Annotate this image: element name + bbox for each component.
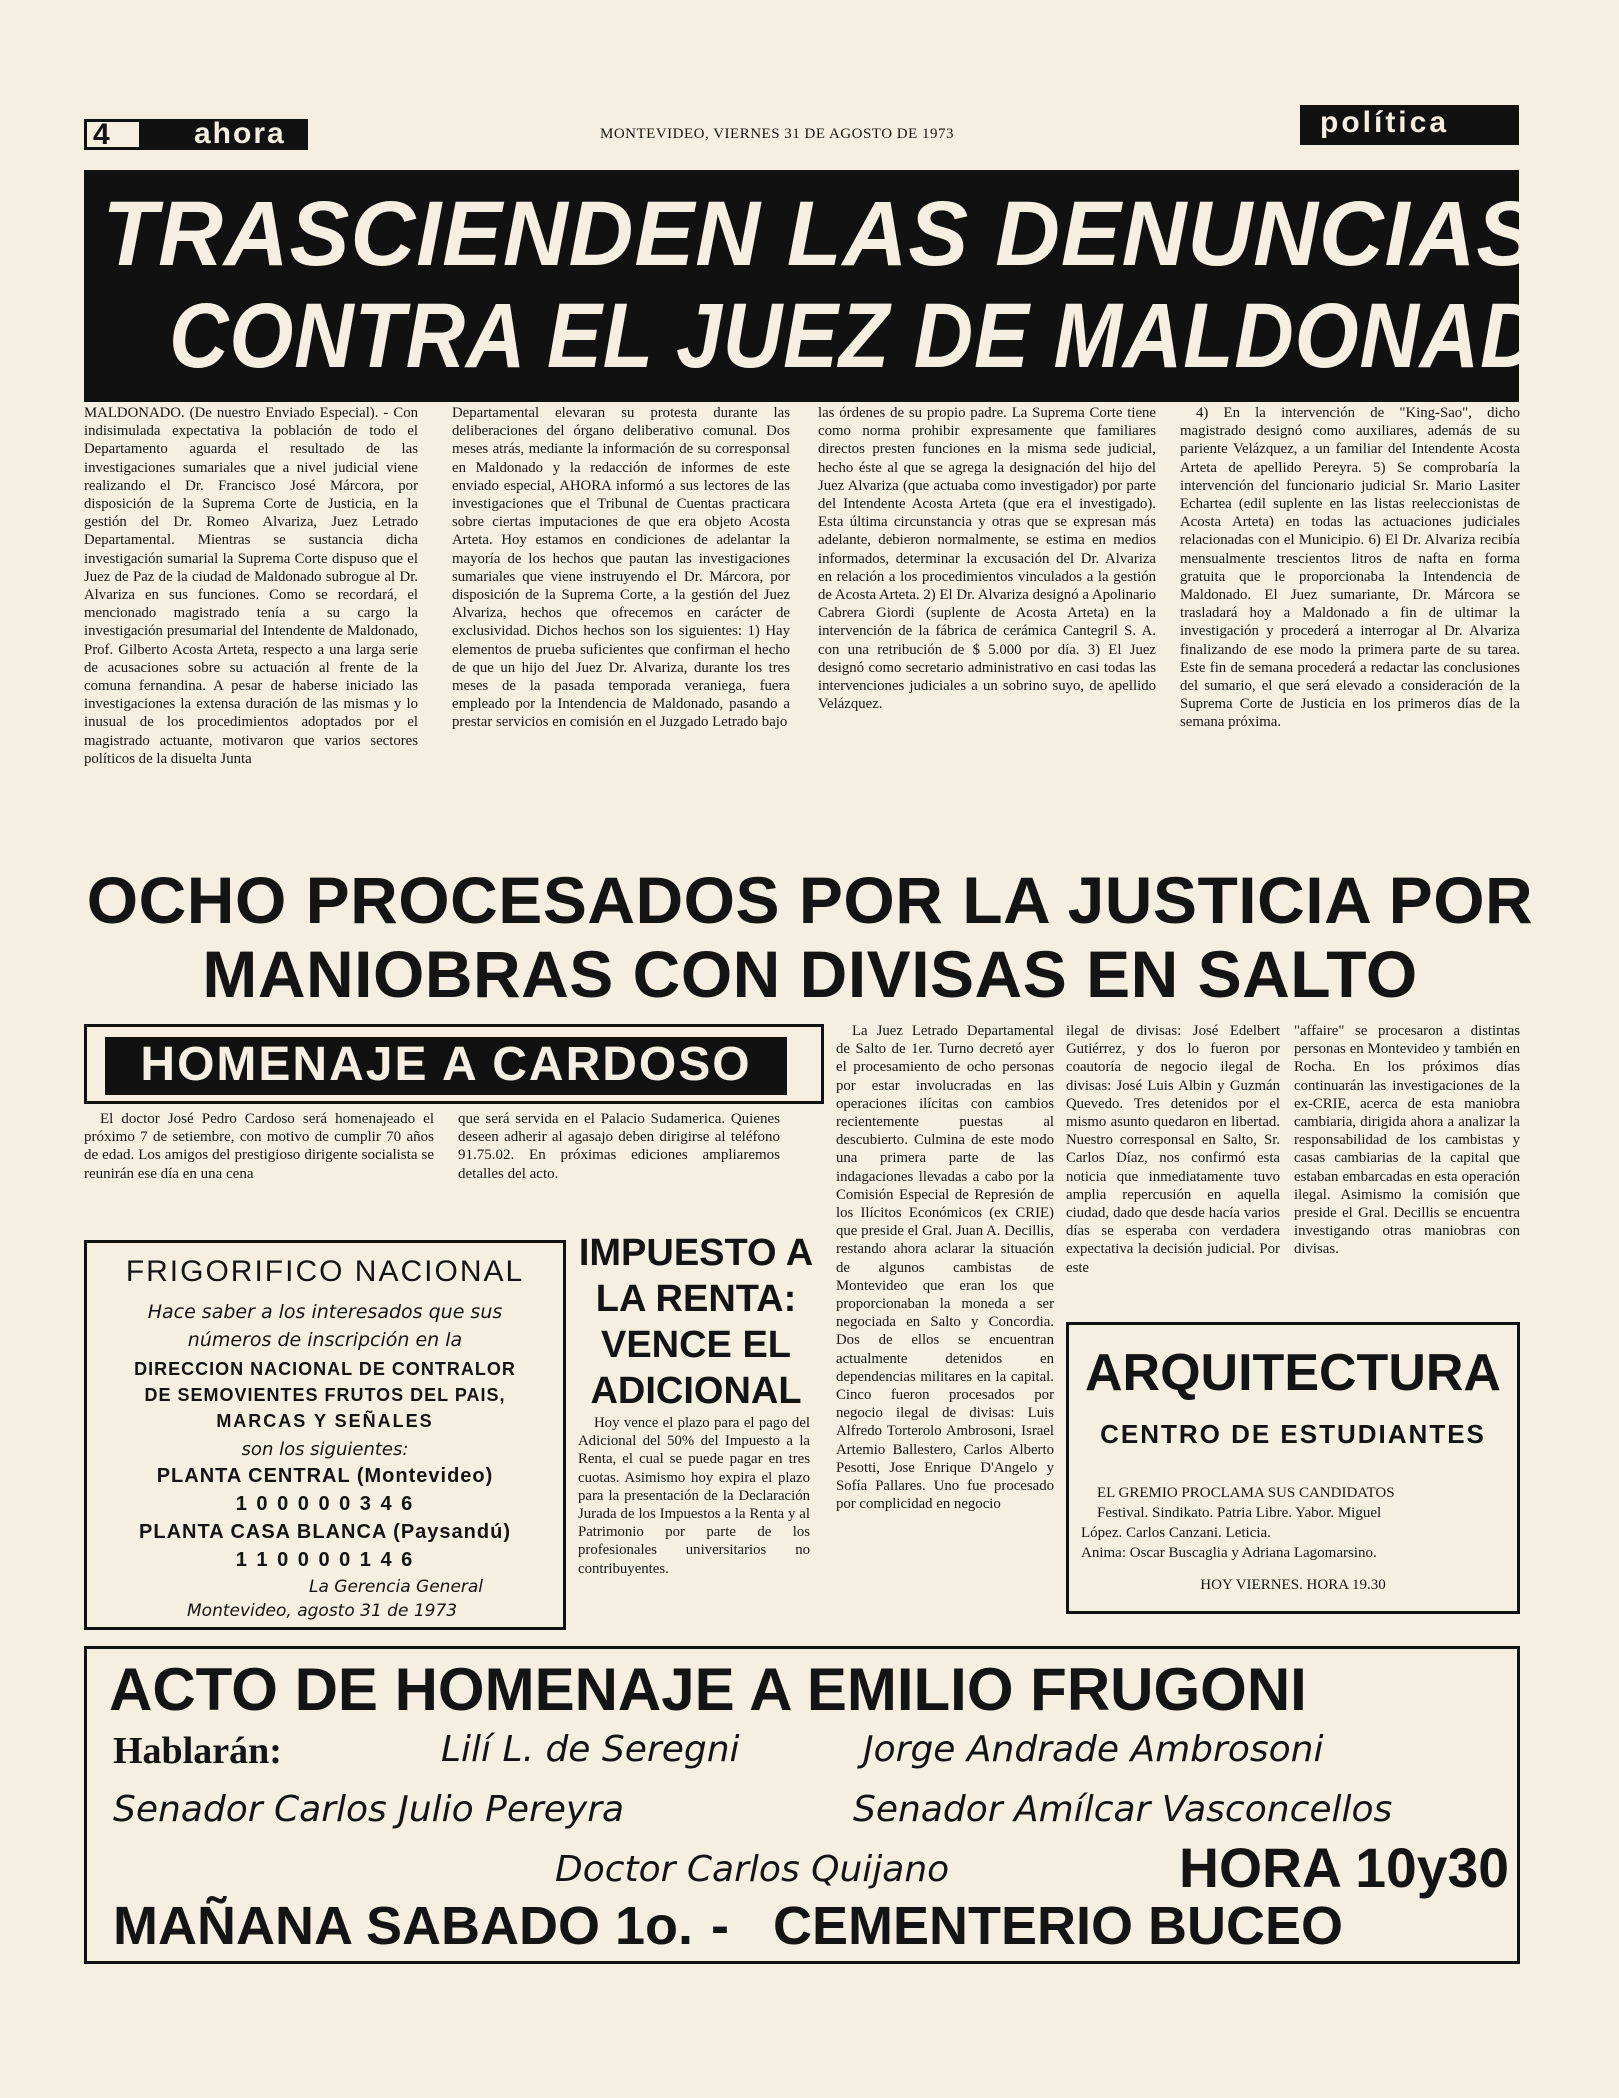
dateline: MONTEVIDEO, VIERNES 31 DE AGOSTO DE 1973 — [600, 126, 955, 142]
arquitectura-time: HOY VIERNES. HORA 19.30 — [1200, 1577, 1386, 1593]
frugoni-speaker-4: Senador Amílcar Vasconcellos — [853, 1789, 1393, 1830]
salto-column-1 — [836, 1022, 1054, 1622]
frugoni-speaker-3: Senador Carlos Julio Pereyra — [113, 1789, 625, 1830]
lead-column-2-text: Departamental elevaran su protesta durante las deliberaciones del órgano deliberativo comunal. Dos meses atrás, mediante la información de su corresponsal en Maldonado y la redacción de informes de este enviado especial, AHORA informó a sus lectores de las investigaciones que el Tribunal de Cuentas practicara sobre ciertas imputaciones de que era objeto Acosta Arteta. Hoy estamos en condiciones de adelantar la mayoría de los hechos que pautan las investigaciones sumariales que viene instruyendo el Dr. Márcora, por disposición de la Suprema Corte, a la gestión del Juez Alvariza, hechos que ofrecemos en carácter de exclusividad. Dichos hechos son los siguientes: 1) Hay elementos de prueba suficientes que confirman el hecho de que un hijo del Juez Dr. Alvariza, durante los tres meses de la pasada temporada veraniega, fuera empleado por la Intendencia de Maldonado, pasando a prestar servicios en comisión en el Juzgado Letrado bajo — [452, 405, 790, 731]
arquitectura-title: ARQUITECTURA — [1085, 1344, 1501, 1402]
frugoni-title: ACTO DE HOMENAJE A EMILIO FRUGONI — [109, 1656, 1307, 1723]
impuesto-head-1: IMPUESTO A — [578, 1232, 814, 1274]
frugoni-ad — [84, 1646, 1520, 1964]
paper-name-box — [142, 119, 308, 150]
salto-headline-line2: MANIOBRAS CON DIVISAS EN SALTO — [202, 937, 1418, 1011]
frigorifico-line10: 1 1 0 0 0 0 1 4 6 — [235, 1549, 415, 1571]
arquitectura-line2: Festival. Sindikato. Patria Libre. Yabor. Miguel — [1097, 1505, 1382, 1521]
cardoso-column-2-text: que será servida en el Palacio Sudamerica. Quienes deseen adherir al agasajo deben dirigirse al teléfono 91.75.02. En próximas ediciones ampliaremos detalles del acto. — [458, 1111, 780, 1182]
arquitectura-line3: López. Carlos Canzani. Leticia. — [1081, 1525, 1271, 1541]
cardoso-box — [84, 1024, 824, 1104]
frigorifico-line4: DE SEMOVIENTES FRUTOS DEL PAIS, — [144, 1385, 506, 1405]
frigorifico-line9: PLANTA CASA BLANCA (Paysandú) — [139, 1521, 511, 1543]
frugoni-when: MAÑANA SABADO 1o. — [113, 1896, 693, 1956]
lead-column-1 — [84, 404, 418, 850]
arquitectura-line4: Anima: Oscar Buscaglia y Adriana Lagomarsino. — [1081, 1545, 1377, 1561]
frugoni-where: CEMENTERIO BUCEO — [773, 1896, 1344, 1956]
cardoso-headline-banner — [105, 1037, 787, 1095]
salto-column-3 — [1294, 1022, 1520, 1312]
frigorifico-signature: La Gerencia General — [309, 1577, 484, 1597]
frigorifico-line1: Hace saber a los interesados que sus — [147, 1301, 503, 1323]
paper-name: ahora — [194, 117, 286, 150]
impuesto-head-2: LA RENTA: — [595, 1278, 797, 1320]
salto-column-1-text: La Juez Letrado Departamental de Salto de 1er. Turno decretó ayer el procesamiento de ocho personas por estar involucradas en las operaciones ilícitas con cambios recientemente puestas al descubierto. Culmina de este modo una primera parte de las indagaciones llevadas a cabo por la Comisión Especial de Represión de los Ilícitos Económicos (ex CRIE) que preside el Gral. Juan A. Decillis, restando ahora aclarar la situación de algunos cambistas de Montevideo que eran los que proporcionaban la moneda a ser negociada en Salto y Concordia. Dos de ellos se encuentran actualmente detenidos en dependencias militares en la capital. Cinco fueron procesados por negocio ilegal de divisas: Luis Alfredo Torterolo Ambrosoni, Israel Artemio Ballestero, Carlos Alberto Pesotti, Jose Enrique D'Angelo y Sofía Pallares. Uno fue procesado por complicidad en negocio — [836, 1023, 1054, 1513]
lead-column-2 — [452, 404, 790, 850]
frugoni-hablaran: Hablarán: — [113, 1730, 282, 1772]
section-box — [1300, 105, 1519, 145]
lead-column-4-text: 4) En la intervención de "King-Sao", dicho magistrado designó como auxiliares, además de su pariente Velázquez, a un familiar del Intendente Acosta Arteta de apellido Pereyra. 5) Se comprobaría la intervención del funcionario judicial Sr. Mario Lasiter Echartea (edil suplente en las listas reeleccionistas de Acosta Arteta) en todas las actuaciones judiciales relacionadas con el Municipio. 6) El Dr. Alvariza recibía mensualmente trescientos litros de nafta en forma gratuita que le proporcionaba la Intendencia de Maldonado. El Juez sumariante, Dr. Márcora se trasladará hoy a Maldonado a fin de ultimar la investigación y procederá a interrogar al Dr. Alvariza finalizando de ese modo la primera parte de su tarea. Este fin de semana procederá a redactar las conclusiones del sumario, el que será elevado a consideración de la Suprema Corte de Justicia en los primeros días de la semana próxima. — [1180, 405, 1520, 731]
frigorifico-title: FRIGORIFICO NACIONAL — [125, 1255, 525, 1288]
impuesto-text: Hoy vence el plazo para el pago del Adicional del 50% del Impuesto a la Renta, el cual se puede pagar en tres cuotas. Asimismo hoy expira el plazo para la presentación de la Declaración Jurada de los Impuestos a la Renta y al Patrimonio por parte de los profesionales universitarios no contribuyentes. — [578, 1415, 810, 1577]
frugoni-speaker-5: Doctor Carlos Quijano — [555, 1849, 950, 1890]
lead-column-4 — [1180, 404, 1520, 850]
frugoni-speaker-1: Lilí L. de Seregni — [441, 1729, 740, 1770]
frugoni-dash: - — [711, 1896, 729, 1956]
salto-column-3-text: "affaire" se procesaron a distintas personas en Montevideo y también en Rocha. En los próximos días continuarán las investigaciones de la ex-CRIE, acerca de esta maniobra cambiaria, dirigida ahora a analizar la responsabilidad de los cambistas y casas cambiarias de la capital que estaban embarcadas en esta operación ilegal. Asimismo la comisión que preside el Gral. Decillis se encuentra investigando otras maniobras con divisas. — [1294, 1023, 1520, 1258]
arquitectura-ad — [1066, 1322, 1520, 1614]
cardoso-headline: HOMENAJE A CARDOSO — [140, 1038, 752, 1091]
frigorifico-line3: DIRECCION NACIONAL DE CONTRALOR — [134, 1359, 516, 1379]
frugoni-speaker-2: Jorge Andrade Ambrosoni — [863, 1729, 1324, 1770]
page-number-box — [84, 119, 142, 150]
lead-headline-banner — [84, 170, 1606, 402]
impuesto-head-3: VENCE EL — [600, 1324, 792, 1366]
frigorifico-line2: números de inscripción en la — [187, 1329, 463, 1351]
impuesto-column — [578, 1414, 810, 1628]
lead-headline-line1: TRASCIENDEN LAS DENUNCIAS — [102, 183, 1538, 285]
frigorifico-date: Montevideo, agosto 31 de 1973 — [187, 1601, 458, 1621]
lead-column-3-text: las órdenes de su propio padre. La Suprema Corte tiene como norma prohibir expresamente que familiares directos presten funciones en la misma sede judicial, hecho éste al que se agrega la designación del hijo del Juez Alvariza (que actuaba como investigador) por parte del Intendente Acosta Arteta (que era el investigado). Esta última circunstancia y otras que se expresan más adelante, debieron normalmente, se estima en medios informados, determinar la excusación del Dr. Alvariza en relación a los procedimientos vinculados a la gestión de Acosta Arteta. 2) El Dr. Alvariza designó a Apolinario Cabrera Giordi (suplente de Acosta Arteta) en la intervención de la fábrica de cerámica Cantegril S. A. con una retribución de $ 5.000 por día. 3) El Juez designó como secretario administrativo en casi todas las intervenciones judiciales a un sobrino suyo, de apellido Velázquez. — [818, 405, 1156, 713]
arquitectura-line1: EL GREMIO PROCLAMA SUS CANDIDATOS — [1097, 1485, 1395, 1501]
page-number: 4 — [93, 118, 110, 151]
cardoso-column-2 — [458, 1110, 780, 1222]
arquitectura-subtitle: CENTRO DE ESTUDIANTES — [1100, 1419, 1486, 1449]
section-label: política — [1320, 106, 1450, 139]
cardoso-column-1-text: El doctor José Pedro Cardoso será homenajeado el próximo 7 de setiembre, con motivo de cumplir 70 años de edad. Los amigos del prestigioso dirigente socialista se reunirán ese día en una cena — [84, 1111, 434, 1182]
salto-column-2-text: ilegal de divisas: José Edelbert Gutiérrez, y dos lo fueron por coautoría de negocio ilegal de divisas: José Luis Albin y Guzmán Quevedo. Tres detenidos por el mismo asunto quedaron en libertad. Nuestro corresponsal en Salto, Sr. Carlos Díaz, nos confirmó esta noticia que inmediatamente tuvo amplia repercusión en aquella ciudad, dado que desde hacía varios días se esperaba con verdadera expectativa la decisión judicial. Por este — [1066, 1023, 1280, 1276]
cardoso-column-1 — [84, 1110, 434, 1222]
salto-column-2 — [1066, 1022, 1280, 1312]
frigorifico-line6: son los siguientes: — [241, 1439, 409, 1460]
frigorifico-ad — [84, 1240, 566, 1630]
impuesto-head-4: ADICIONAL — [590, 1370, 802, 1412]
lead-column-3 — [818, 404, 1156, 850]
frigorifico-line5: MARCAS Y SEÑALES — [216, 1411, 434, 1431]
frugoni-hora: HORA 10y30 — [1179, 1836, 1510, 1899]
frigorifico-line8: 1 0 0 0 0 0 3 4 6 — [235, 1493, 415, 1515]
lead-headline-line2: CONTRA EL JUEZ DE MALDONADO — [169, 285, 1606, 387]
frigorifico-line7: PLANTA CENTRAL (Montevideo) — [156, 1465, 494, 1487]
salto-headline-line1: OCHO PROCESADOS POR LA JUSTICIA POR — [86, 863, 1534, 937]
lead-column-1-text: MALDONADO. (De nuestro Enviado Especial). - Con indisimulada expectativa la población de todo el Departamento aguarda el resultado de las investigaciones sumariales que a nivel judicial viene realizando el Dr. Francisco José Márcora, por disposición de la Suprema Corte de Justicia, en la gestión del Dr. Romeo Alvariza, Juez Letrado Departamental. Mientras se sustancia dicha investigación sumarial la Suprema Corte dispuso que el Juez de Paz de la ciudad de Maldonado subrogue al Dr. Alvariza en sus funciones. Como se recordará, el mencionado magistrado tenía a su cargo la investigación presumarial del Intendente de Maldonado, Prof. Gilberto Acosta Arteta, respecto a una larga serie de acusaciones sobre su actuación al frente de la comuna fernandina. A pesar de haberse iniciado las investigaciones la extensa duración de las mismas y lo inusual de los procedimientos adoptados por el magistrado actuante, motivaron que varios sectores políticos de la disuelta Junta — [84, 405, 418, 767]
